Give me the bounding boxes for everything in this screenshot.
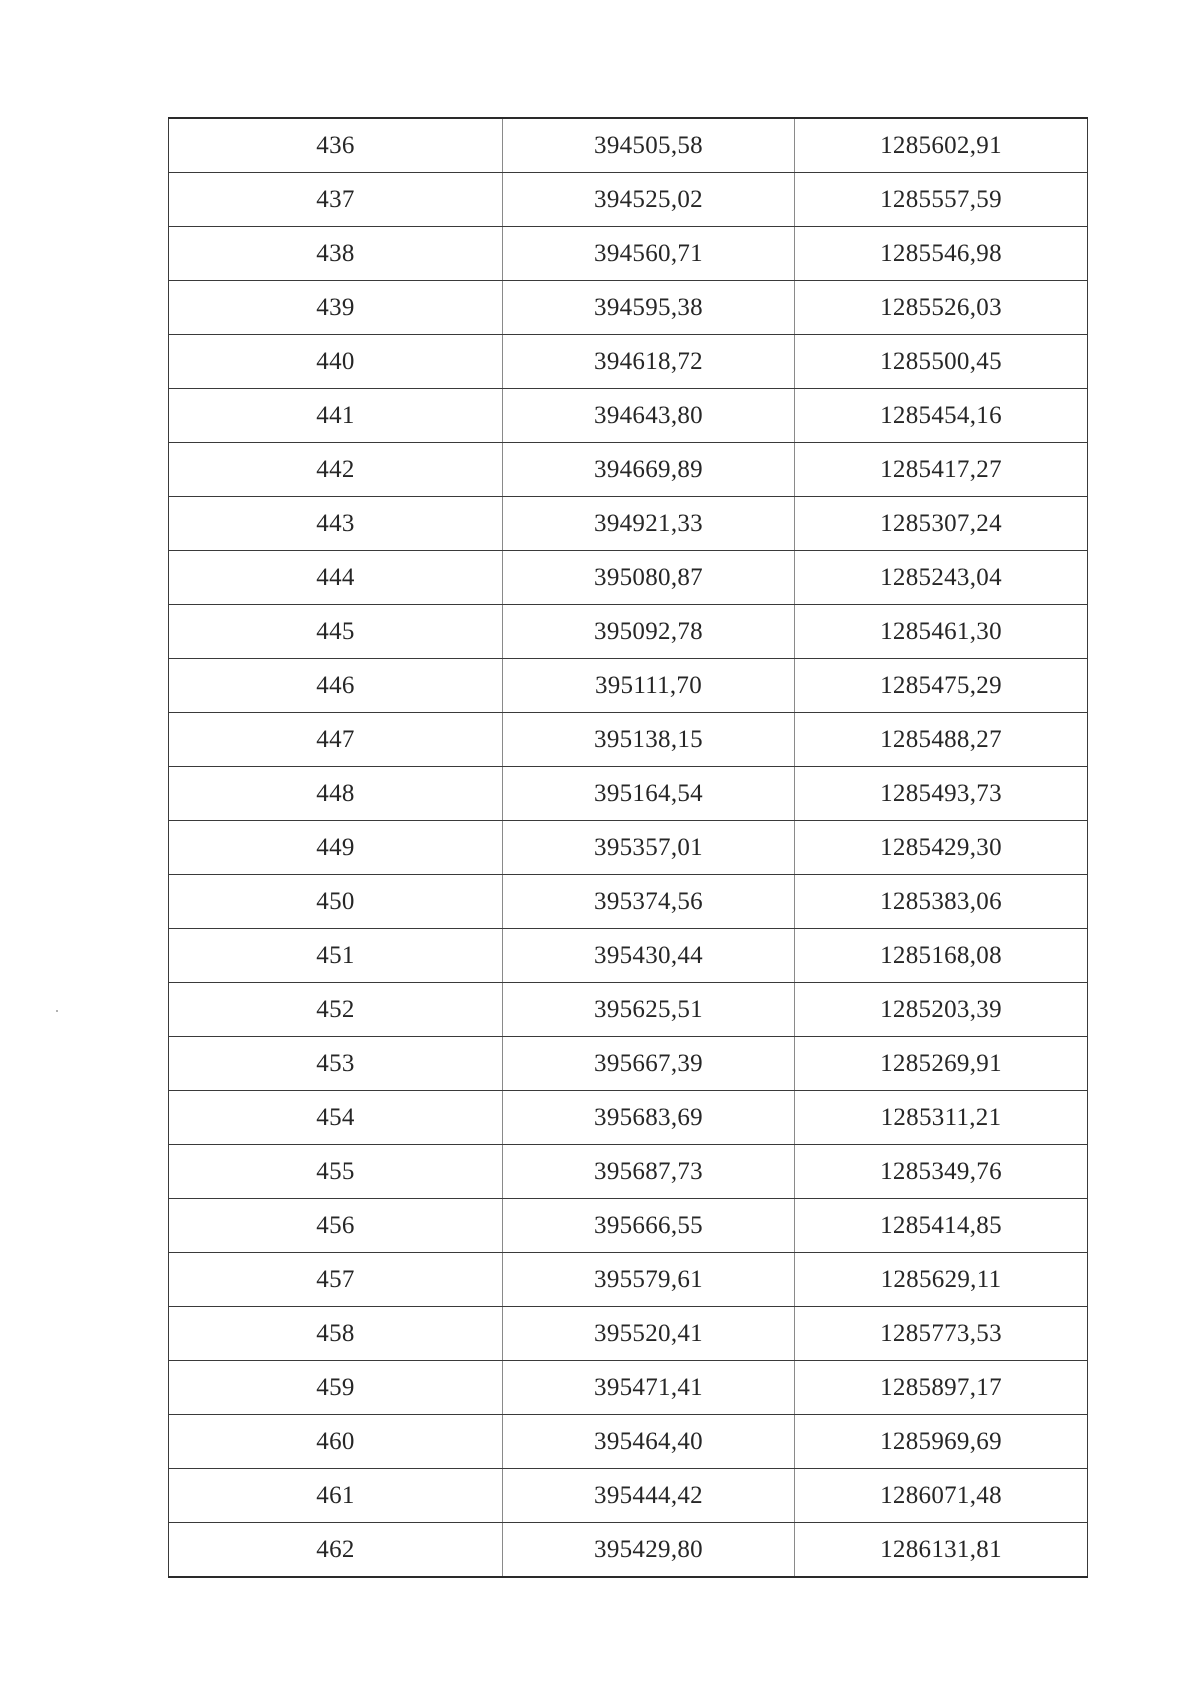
point-number-cell: 448: [169, 767, 503, 821]
point-number-cell: 462: [169, 1523, 503, 1578]
point-number-cell: 444: [169, 551, 503, 605]
y-coordinate-cell: 1285602,91: [795, 118, 1088, 173]
x-coordinate-cell: 395092,78: [503, 605, 795, 659]
x-coordinate-cell: 394618,72: [503, 335, 795, 389]
coordinates-table-body: [169, 118, 1088, 1577]
x-coordinate-cell: 395430,44: [503, 929, 795, 983]
coordinates-table: [168, 117, 1088, 1578]
table-row: [169, 335, 1088, 389]
x-coordinate-cell: 395429,80: [503, 1523, 795, 1578]
y-coordinate-cell: 1285307,24: [795, 497, 1088, 551]
point-number-cell: 452: [169, 983, 503, 1037]
table-row: [169, 929, 1088, 983]
scan-speck: [56, 1010, 58, 1012]
point-number-cell: 457: [169, 1253, 503, 1307]
y-coordinate-cell: 1285269,91: [795, 1037, 1088, 1091]
y-coordinate-cell: 1285349,76: [795, 1145, 1088, 1199]
point-number-cell: 460: [169, 1415, 503, 1469]
y-coordinate-cell: 1285526,03: [795, 281, 1088, 335]
x-coordinate-cell: 395111,70: [503, 659, 795, 713]
table-row: [169, 1253, 1088, 1307]
table-row: [169, 1361, 1088, 1415]
table-row: [169, 659, 1088, 713]
table-row: [169, 983, 1088, 1037]
table-row: [169, 1037, 1088, 1091]
point-number-cell: 437: [169, 173, 503, 227]
y-coordinate-cell: 1285414,85: [795, 1199, 1088, 1253]
y-coordinate-cell: 1285383,06: [795, 875, 1088, 929]
point-number-cell: 456: [169, 1199, 503, 1253]
x-coordinate-cell: 395464,40: [503, 1415, 795, 1469]
table-row: [169, 1415, 1088, 1469]
x-coordinate-cell: 394643,80: [503, 389, 795, 443]
table-row: [169, 173, 1088, 227]
table-row: [169, 875, 1088, 929]
table-row: [169, 118, 1088, 173]
point-number-cell: 453: [169, 1037, 503, 1091]
x-coordinate-cell: 395164,54: [503, 767, 795, 821]
x-coordinate-cell: 395374,56: [503, 875, 795, 929]
y-coordinate-cell: 1285475,29: [795, 659, 1088, 713]
point-number-cell: 443: [169, 497, 503, 551]
table-row: [169, 713, 1088, 767]
x-coordinate-cell: 395579,61: [503, 1253, 795, 1307]
x-coordinate-cell: 395625,51: [503, 983, 795, 1037]
y-coordinate-cell: 1286071,48: [795, 1469, 1088, 1523]
x-coordinate-cell: 394921,33: [503, 497, 795, 551]
table-row: [169, 443, 1088, 497]
y-coordinate-cell: 1285557,59: [795, 173, 1088, 227]
x-coordinate-cell: 395357,01: [503, 821, 795, 875]
point-number-cell: 451: [169, 929, 503, 983]
point-number-cell: 455: [169, 1145, 503, 1199]
y-coordinate-cell: 1285454,16: [795, 389, 1088, 443]
table-row: [169, 389, 1088, 443]
y-coordinate-cell: 1285168,08: [795, 929, 1088, 983]
x-coordinate-cell: 395520,41: [503, 1307, 795, 1361]
y-coordinate-cell: 1285629,11: [795, 1253, 1088, 1307]
point-number-cell: 459: [169, 1361, 503, 1415]
x-coordinate-cell: 394595,38: [503, 281, 795, 335]
point-number-cell: 447: [169, 713, 503, 767]
table-row: [169, 1199, 1088, 1253]
table-row: [169, 1523, 1088, 1578]
table-row: [169, 767, 1088, 821]
table-row: [169, 497, 1088, 551]
point-number-cell: 461: [169, 1469, 503, 1523]
x-coordinate-cell: 395080,87: [503, 551, 795, 605]
y-coordinate-cell: 1285203,39: [795, 983, 1088, 1037]
table-row: [169, 1307, 1088, 1361]
y-coordinate-cell: 1285461,30: [795, 605, 1088, 659]
x-coordinate-cell: 394560,71: [503, 227, 795, 281]
x-coordinate-cell: 395666,55: [503, 1199, 795, 1253]
y-coordinate-cell: 1285897,17: [795, 1361, 1088, 1415]
table-row: [169, 551, 1088, 605]
table-row: [169, 605, 1088, 659]
point-number-cell: 440: [169, 335, 503, 389]
point-number-cell: 449: [169, 821, 503, 875]
table-row: [169, 1091, 1088, 1145]
table-row: [169, 821, 1088, 875]
y-coordinate-cell: 1285488,27: [795, 713, 1088, 767]
y-coordinate-cell: 1285969,69: [795, 1415, 1088, 1469]
y-coordinate-cell: 1285500,45: [795, 335, 1088, 389]
point-number-cell: 439: [169, 281, 503, 335]
x-coordinate-cell: 395471,41: [503, 1361, 795, 1415]
x-coordinate-cell: 395687,73: [503, 1145, 795, 1199]
x-coordinate-cell: 394525,02: [503, 173, 795, 227]
table-row: [169, 1145, 1088, 1199]
point-number-cell: 446: [169, 659, 503, 713]
x-coordinate-cell: 394669,89: [503, 443, 795, 497]
point-number-cell: 442: [169, 443, 503, 497]
y-coordinate-cell: 1285773,53: [795, 1307, 1088, 1361]
y-coordinate-cell: 1285243,04: [795, 551, 1088, 605]
y-coordinate-cell: 1285417,27: [795, 443, 1088, 497]
y-coordinate-cell: 1285429,30: [795, 821, 1088, 875]
y-coordinate-cell: 1286131,81: [795, 1523, 1088, 1578]
y-coordinate-cell: 1285493,73: [795, 767, 1088, 821]
x-coordinate-cell: 395667,39: [503, 1037, 795, 1091]
x-coordinate-cell: 395683,69: [503, 1091, 795, 1145]
x-coordinate-cell: 395444,42: [503, 1469, 795, 1523]
point-number-cell: 458: [169, 1307, 503, 1361]
table-row: [169, 1469, 1088, 1523]
point-number-cell: 436: [169, 118, 503, 173]
y-coordinate-cell: 1285311,21: [795, 1091, 1088, 1145]
point-number-cell: 438: [169, 227, 503, 281]
point-number-cell: 454: [169, 1091, 503, 1145]
table-row: [169, 281, 1088, 335]
x-coordinate-cell: 394505,58: [503, 118, 795, 173]
y-coordinate-cell: 1285546,98: [795, 227, 1088, 281]
x-coordinate-cell: 395138,15: [503, 713, 795, 767]
point-number-cell: 441: [169, 389, 503, 443]
point-number-cell: 445: [169, 605, 503, 659]
point-number-cell: 450: [169, 875, 503, 929]
table-row: [169, 227, 1088, 281]
